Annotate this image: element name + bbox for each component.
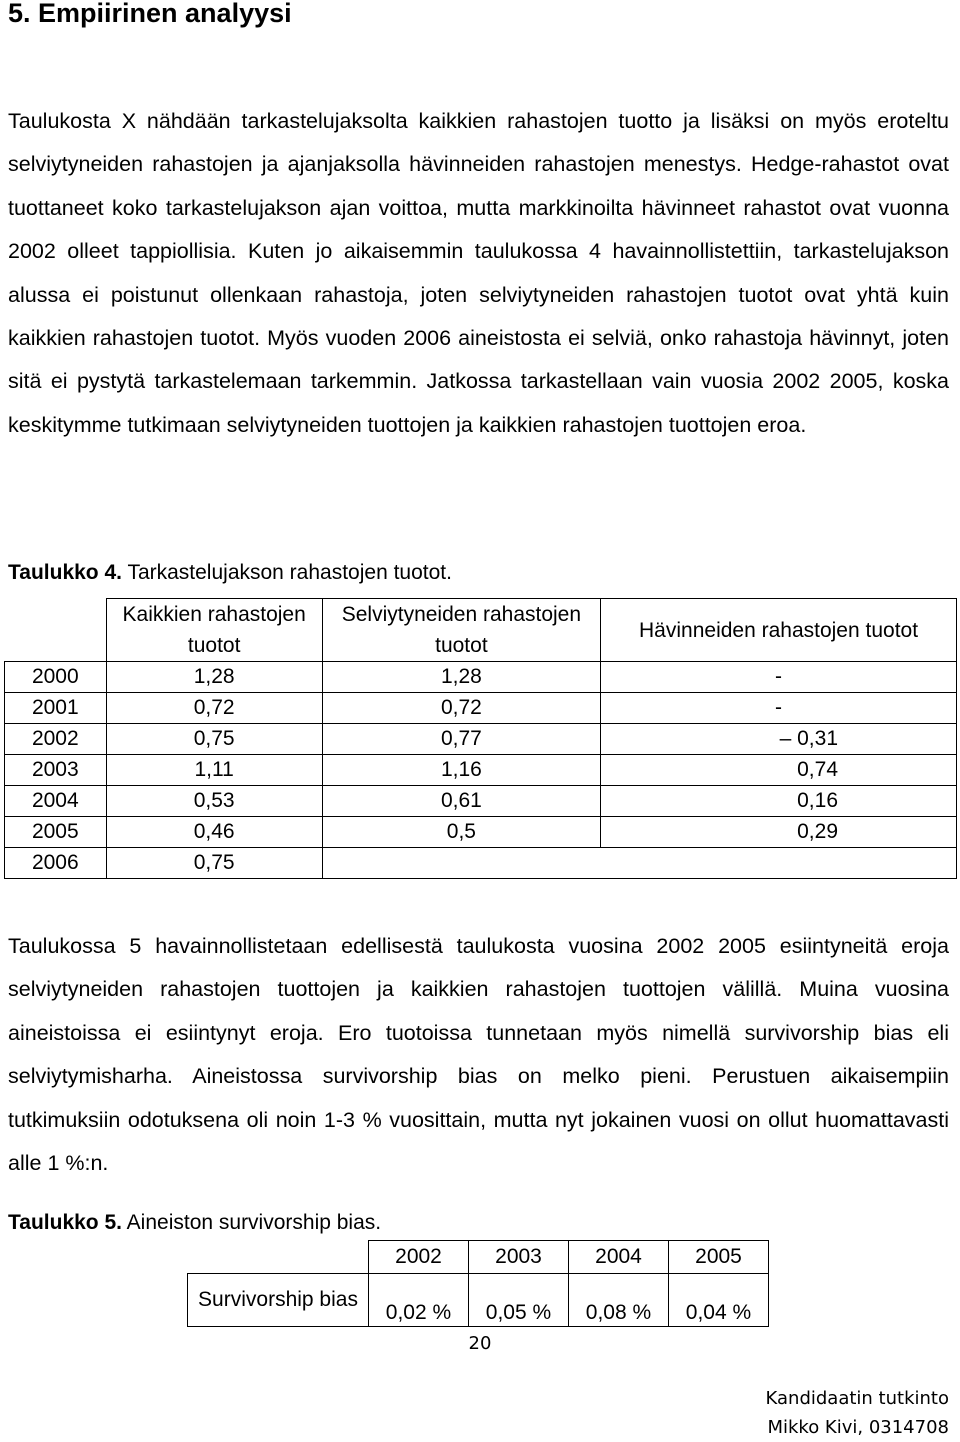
table4-header-lost: Hävinneiden rahastojen tuotot xyxy=(601,599,957,662)
table-row xyxy=(5,662,957,693)
cell-lost: 0,16 xyxy=(601,786,957,817)
table5-year: 2005 xyxy=(669,1241,769,1274)
table4-caption xyxy=(8,560,452,586)
table5-header-blank xyxy=(188,1241,369,1274)
row-year: 2005 xyxy=(5,817,107,848)
table5-header-row xyxy=(188,1241,769,1274)
row-year: 2004 xyxy=(5,786,107,817)
table5-value: 0,08 % xyxy=(569,1274,669,1327)
cell-all: 0,53 xyxy=(106,786,322,817)
table4-caption-label: Taulukko 4. xyxy=(8,561,122,584)
cell-all: 1,28 xyxy=(106,662,322,693)
table5-row-label: Survivorship bias xyxy=(188,1274,369,1327)
row-year: 2002 xyxy=(5,724,107,755)
table4-header-row xyxy=(5,599,957,662)
cell-lost: 0,74 xyxy=(601,755,957,786)
table-row xyxy=(5,693,957,724)
table5-caption xyxy=(8,1210,381,1236)
cell-lost: 0,29 xyxy=(601,817,957,848)
cell-survived: 0,72 xyxy=(322,693,600,724)
table-row xyxy=(5,817,957,848)
footer-degree: Kandidaatin tutkinto xyxy=(765,1388,949,1409)
cell-survived: 0,77 xyxy=(322,724,600,755)
table4-header-blank xyxy=(5,599,107,662)
table5-value: 0,05 % xyxy=(469,1274,569,1327)
row-year: 2003 xyxy=(5,755,107,786)
table5-caption-label: Taulukko 5. xyxy=(8,1211,122,1234)
cell-all: 1,11 xyxy=(106,755,322,786)
table-row xyxy=(188,1274,769,1327)
cell-lost: - xyxy=(601,693,957,724)
row-year: 2001 xyxy=(5,693,107,724)
cell-lost: – 0,31 xyxy=(601,724,957,755)
cell-survived: 0,5 xyxy=(322,817,600,848)
table4-header-all: Kaikkien rahastojen tuotot xyxy=(106,599,322,662)
table-row xyxy=(5,755,957,786)
table5-caption-text: Aineiston survivorship bias. xyxy=(121,1211,382,1234)
table5-value: 0,02 % xyxy=(369,1274,469,1327)
cell-all: 0,75 xyxy=(106,848,322,879)
footer xyxy=(766,1384,949,1442)
table4-header-survived: Selviytyneiden rahastojen tuotot xyxy=(322,599,600,662)
table5-survivorship-bias xyxy=(187,1240,769,1327)
cell-lost: - xyxy=(601,662,957,693)
paragraph-intro: Taulukosta X nähdään tarkastelujaksolta kaikkien rahastojen tuotto ja lisäksi on myös eroteltu selviytyneiden rahastojen ja ajanjaksolla hävinneiden rahastojen menestys. Hedge-rahastot ovat tuottaneet koko tarkastelujakson ajan voittoa, mutta markkinoilta hävinneet rahastot ovat vuonna 2002 olleet tappiollisia. Kuten jo aikaisemmin taulukossa 4 havainnollistettiin, tarkastelujakson alussa ei poistunut ollenkaan rahastoja, joten selviytyneiden rahastojen tuotot ovat yhtä kuin kaikkien rahastojen tuotot. Myös vuoden 2006 aineistosta ei selviä, onko rahastoja hävinnyt, joten sitä ei pystytä tarkastelemaan tarkemmin. Jatkossa tarkastellaan vain vuosia 2002 2005, koska keskitymme tutkimaan selviytyneiden tuottojen ja kaikkien rahastojen tuottojen eroa. xyxy=(8,109,949,437)
paragraph-survivorship: Taulukossa 5 havainnollistetaan edellisestä taulukosta vuosina 2002 2005 esiintyneitä eroja selviytyneiden rahastojen tuottojen ja kaikkien rahastojen tuottojen välillä. Muina vuosina aineistoissa ei esiintynyt eroja. Ero tuotoissa tunnetaan myös nimellä survivorship bias eli selviytymisharha. Aineistossa survivorship bias on melko pieni. Perustuen aikaisempiin tutkimuksiin odotuksena oli noin 1-3 % vuosittain, mutta nyt jokainen vuosi on ollut huomattavasti alle 1 %:n. xyxy=(8,934,949,1176)
table5-value: 0,04 % xyxy=(669,1274,769,1327)
cell-all: 0,72 xyxy=(106,693,322,724)
cell-survived: 1,28 xyxy=(322,662,600,693)
row-year: 2000 xyxy=(5,662,107,693)
table5-year: 2003 xyxy=(469,1241,569,1274)
table5-year: 2002 xyxy=(369,1241,469,1274)
cell-survived: 0,61 xyxy=(322,786,600,817)
cell-all: 0,75 xyxy=(106,724,322,755)
cell-survived: 1,16 xyxy=(322,755,600,786)
table4-caption-text: Tarkastelujakson rahastojen tuotot. xyxy=(121,561,452,584)
page-number: 20 xyxy=(468,1333,492,1354)
cell-all: 0,46 xyxy=(106,817,322,848)
row-year: 2006 xyxy=(5,848,107,879)
cell-empty xyxy=(322,848,956,879)
footer-author: Mikko Kivi, 0314708 xyxy=(767,1417,949,1438)
table5-year: 2004 xyxy=(569,1241,669,1274)
table-row xyxy=(5,724,957,755)
section-heading: 5. Empiirinen analyysi xyxy=(8,0,292,28)
table-row xyxy=(5,848,957,879)
table4-fund-returns xyxy=(4,598,957,879)
table-row xyxy=(5,786,957,817)
